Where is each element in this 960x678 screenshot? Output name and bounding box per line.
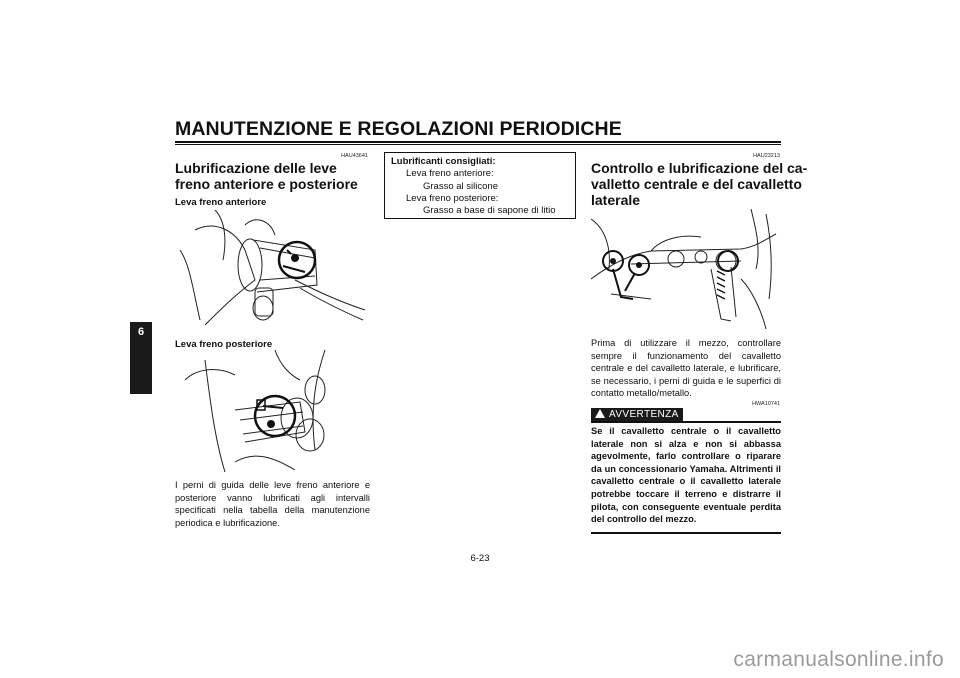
right-body-text: Prima di utilizzare il mezzo, controllare sempre il funzionamento del cavalletto centrale e del cavalletto laterale, e lubrificare, se necessario, i perni di guida e le superfici di contatto metallo/metallo.: [591, 338, 781, 399]
left-body-text: I perni di guida delle leve freno anteriore e posteriore vanno lubrificati agli intervalli specificati nella tabella della manutenzione periodica e lubrificazione.: [175, 480, 370, 528]
warning-badge: [591, 408, 683, 422]
front-brake-lever-illustration: [175, 210, 370, 330]
section-code-right: HAU23213: [753, 153, 780, 159]
warning-label: AVVERTENZA: [609, 409, 679, 420]
rear-brake-label: Leva freno posteriore: [175, 339, 273, 350]
header-rule-thin: [175, 144, 781, 145]
stand-illustration: [591, 209, 781, 331]
lubricant-box: [384, 152, 576, 219]
section-code-left: HAU43641: [341, 153, 368, 159]
rear-brake-lever-illustration: [175, 350, 370, 472]
warning-bottom-rule: [591, 532, 781, 534]
chapter-tab: [130, 322, 152, 394]
page-number: 6-23: [470, 553, 490, 564]
warning-triangle-icon: [595, 409, 605, 418]
lubricant-front-value: Grasso al silicone: [423, 180, 498, 192]
left-section-heading: Lubrificazione delle leve freno anteriore e posteriore: [175, 160, 358, 192]
lubricant-rear-label: Leva freno posteriore:: [406, 192, 499, 204]
lubricant-box-title: Lubrificanti consigliati:: [391, 156, 496, 167]
warning-code: HWA10741: [752, 401, 780, 407]
right-heading-line1: Controllo e lubrificazione del ca-: [591, 160, 808, 176]
right-heading-line2: valletto centrale e del cavalletto: [591, 176, 802, 192]
warning-header: [591, 408, 683, 422]
watermark: carmanualsonline.info: [733, 648, 944, 671]
warning-top-rule: [591, 421, 781, 423]
header-rule: [175, 141, 781, 143]
page-header-title: MANUTENZIONE E REGOLAZIONI PERIODICHE: [175, 118, 622, 140]
lubricant-rear-value: Grasso a base di sapone di litio: [423, 205, 556, 217]
lubricant-front-label: Leva freno anteriore:: [406, 168, 494, 180]
warning-text: Se il cavalletto centrale o il cavalletto laterale non si alza e non si abbassa agevolmente, farlo controllare o riparare da un concessionario Yamaha. Altrimenti il cavalletto centrale o il cavalletto laterale potrebbe toccare il terreno e distrarre il pilota, con conseguente eventuale perdita del controllo del mezzo.: [591, 426, 781, 525]
front-brake-label: Leva freno anteriore: [175, 197, 267, 208]
chapter-number: 6: [137, 326, 145, 338]
right-section-heading: [591, 160, 808, 208]
right-heading-line3: laterale: [591, 192, 641, 208]
